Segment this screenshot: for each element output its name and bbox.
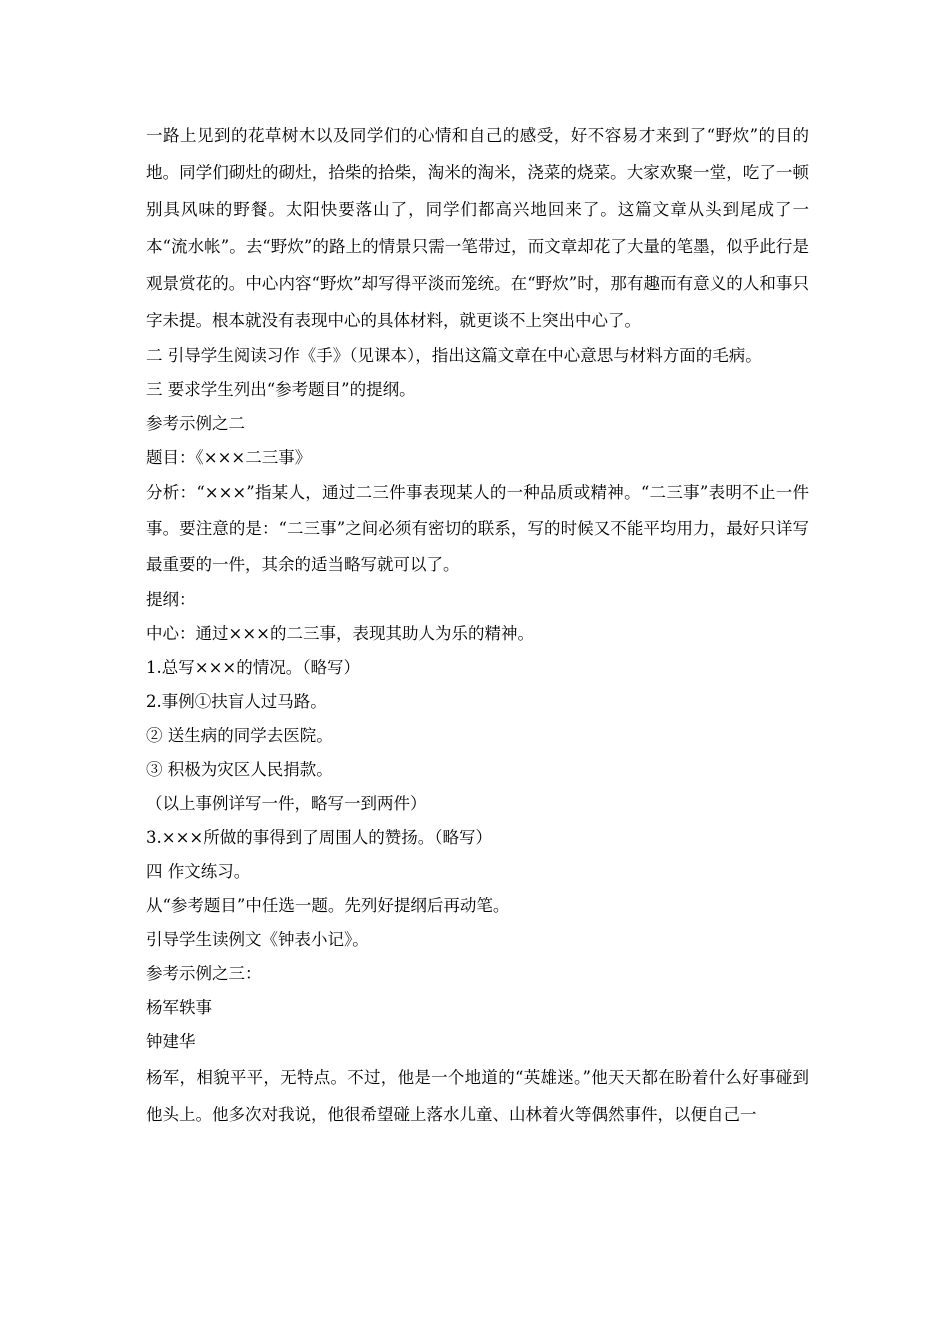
essay-author: 钟建华 — [146, 1032, 196, 1051]
section-four-instruction: 从“参考题目”中任选一题。先列好提纲后再动笔。 — [146, 896, 510, 915]
example-two-heading: 参考示例之二 — [146, 414, 245, 433]
outline-center: 中心：通过×××的二三事，表现其助人为乐的精神。 — [146, 624, 534, 643]
section-three-instruction: 三 要求学生列出“参考题目”的提纲。 — [146, 380, 416, 399]
outline-item-1: 1.总写×××的情况。（略写） — [146, 658, 360, 677]
outline-item-2: 2.事例①扶盲人过马路。 — [146, 692, 327, 711]
section-two-instruction: 二 引导学生阅读习作《手》（见课本），指出这篇文章在中心意思与材料方面的毛病。 — [146, 346, 762, 365]
example-two-analysis: 分析：“×××”指某人，通过二三件事表现某人的一种品质或精神。“二三事”表明不止一件事。要注意的是：“二三事”之间必须有密切的联系，写的时候又不能平均用力，最好只详写最重要的一件，其余的适当略写就可以了。 — [146, 483, 809, 574]
outline-note: （以上事例详写一件，略写一到两件） — [146, 794, 427, 813]
outline-item-3: 3.×××所做的事得到了周围人的赞扬。（略写） — [146, 828, 492, 847]
paragraph-picnic-critique: 一路上见到的花草树木以及同学们的心情和自己的感受，好不容易才来到了“野炊”的目的地。同学们砌灶的砌灶，拾柴的拾柴，淘米的淘米，浇菜的烧菜。大家欢聚一堂，吃了一顿别具风味的野餐。太阳快要落山了，同学们都高兴地回来了。这篇文章从头到尾成了一本“流水帐”。去“野炊”的路上的情景只需一笔带过，而文章却花了大量的笔墨，似乎此行是观景赏花的。中心内容“野炊”却写得平淡而笼统。在“野炊”时，那有趣而有意义的人和事只字未提。根本就没有表现中心的具体材料，就更谈不上突出中心了。 — [146, 126, 809, 330]
example-two-title: 题目：《×××二三事》 — [146, 448, 312, 467]
outline-item-2c: ③ 积极为灾区人民捐款。 — [146, 760, 333, 779]
essay-paragraph: 杨军，相貌平平，无特点。不过，他是一个地道的“英雄迷。”他天天都在盼着什么好事碰到他头上。他多次对我说，他很希望碰上落水儿童、山林着火等偶然事件，以便自己一 — [146, 1068, 809, 1124]
outline-heading: 提纲： — [146, 590, 196, 609]
outline-item-2b: ② 送生病的同学去医院。 — [146, 726, 333, 745]
example-three-heading: 参考示例之三： — [146, 964, 262, 983]
document-body — [146, 117, 809, 1133]
section-four-heading: 四 作文练习。 — [146, 862, 251, 881]
section-four-reading: 引导学生读例文《钟表小记》。 — [146, 930, 369, 949]
essay-title: 杨军轶事 — [146, 998, 212, 1017]
